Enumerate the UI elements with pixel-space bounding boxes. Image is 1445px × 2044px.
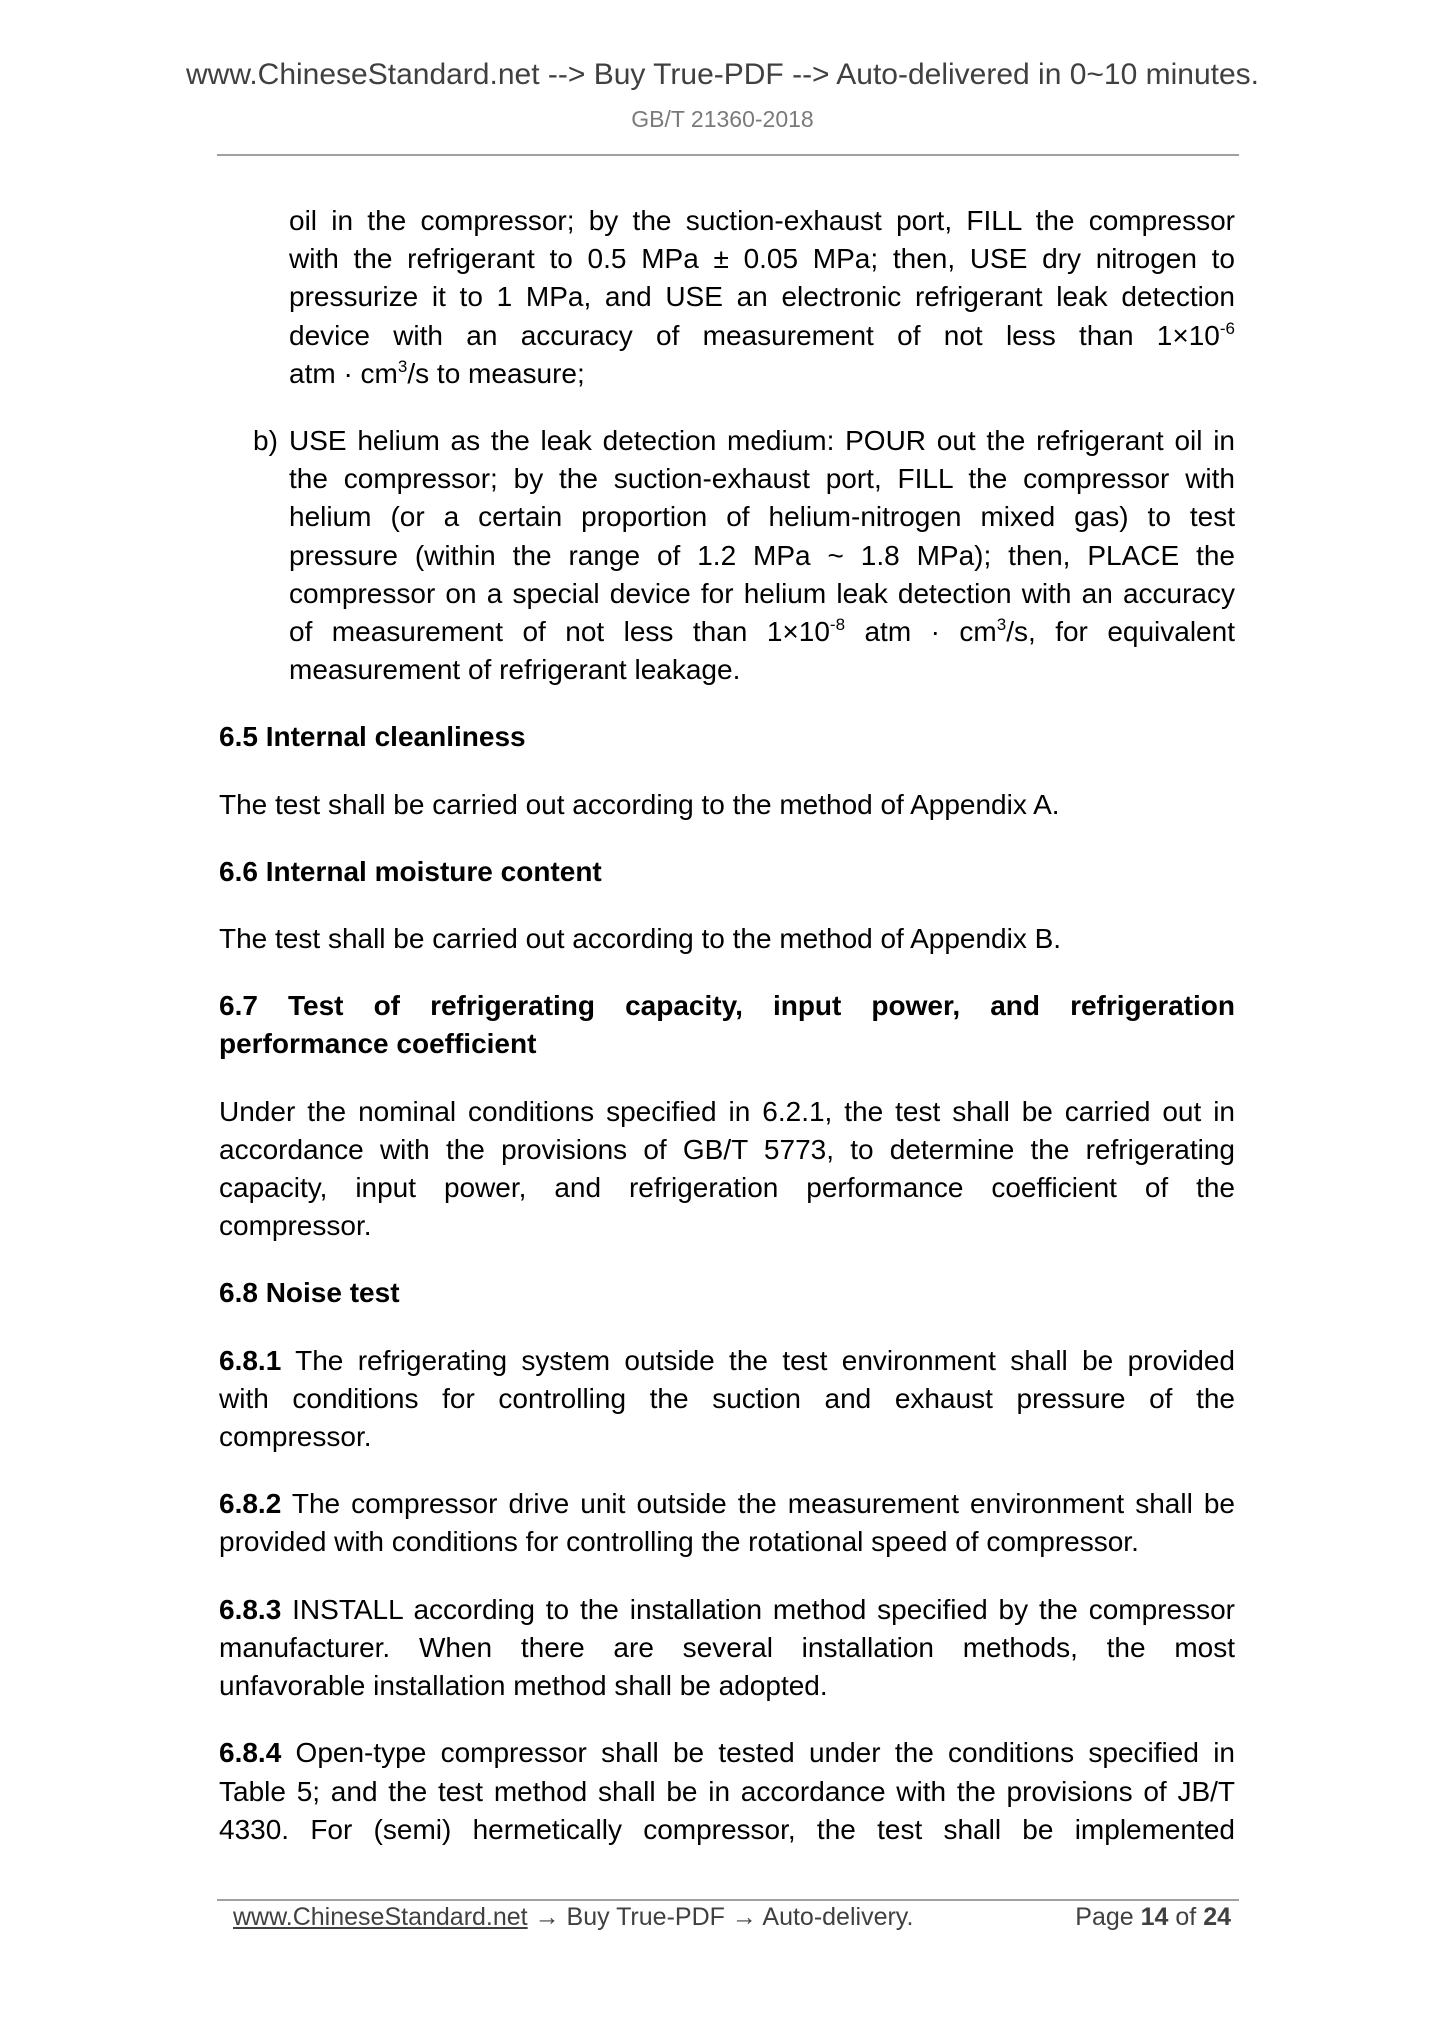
text-line <box>289 422 1235 460</box>
footer-divider <box>217 1899 1239 1901</box>
text-segment: INSTALL according to the installation method specified by the compressor <box>281 1593 1235 1625</box>
text-segment: oil in the compressor; by the suction-exhaust port, FILL the compressor <box>289 205 1235 236</box>
text-segment: The refrigerating system outside the test environment shall be provided <box>281 1344 1235 1376</box>
text-segment: /s, for equivalent <box>1006 616 1235 648</box>
superscript: 3 <box>397 356 408 376</box>
bold-text: 6.8 Noise test <box>219 1277 400 1309</box>
text-line <box>289 460 1235 498</box>
text-segment: helium (or a certain proportion of helium-nitrogen mixed gas) to test <box>289 501 1235 533</box>
text-segment: USE helium as the leak detection medium: POUR out the refrigerant oil in <box>289 425 1235 457</box>
of-label: of <box>1168 1903 1204 1931</box>
text-line <box>219 1523 1235 1561</box>
text-line <box>289 498 1235 536</box>
paragraph <box>219 920 1235 958</box>
text-line <box>219 1207 1235 1245</box>
text-line <box>219 1131 1235 1169</box>
paragraph <box>219 987 1235 1063</box>
text-segment: provided with conditions for controlling the rotational speed of compressor. <box>219 1526 1139 1558</box>
text-line <box>219 920 1235 958</box>
text-segment: device with an accuracy of measurement of not less than 1×10 <box>289 319 1220 351</box>
text-segment: Table 5; and the test method shall be in accordance with the provisions of JB/T <box>219 1775 1235 1807</box>
paragraph <box>219 1734 1235 1849</box>
text-line <box>219 1418 1235 1456</box>
text-segment: with the refrigerant to 0.5 MPa ± 0.05 MPa; then, USE dry nitrogen to <box>289 243 1235 275</box>
text-line <box>219 1380 1235 1418</box>
text-segment: 4330. For (semi) hermetically compressor, the test shall be implemented <box>219 1813 1235 1845</box>
text-segment: atm · cm <box>289 357 398 389</box>
bold-text: 6.5 Internal cleanliness <box>219 721 526 753</box>
bold-text: 6.8.4 <box>219 1737 282 1769</box>
document-code: GB/T 21360-2018 <box>631 106 814 132</box>
text-segment: pressure (within the range of 1.2 MPa ~ 1.8 MPa); then, PLACE the <box>289 539 1235 571</box>
page-number: 14 <box>1140 1903 1169 1931</box>
text-line <box>219 1169 1235 1207</box>
document-body <box>219 202 1235 1878</box>
text-line <box>219 1342 1235 1380</box>
paragraph <box>219 1093 1235 1246</box>
text-segment: of measurement of not less than 1×10 <box>289 616 830 648</box>
text-segment: compressor. <box>219 1210 372 1242</box>
paragraph <box>219 422 1235 689</box>
text-line <box>289 202 1235 240</box>
text-segment: The compressor drive unit outside the measurement environment shall be <box>281 1488 1235 1520</box>
page-label: Page <box>1075 1903 1141 1931</box>
text-segment: Under the nominal conditions specified in 6.2.1, the test shall be carried out in <box>219 1095 1235 1127</box>
text-line <box>219 987 1235 1025</box>
text-segment: accordance with the provisions of GB/T 5773, to determine the refrigerating <box>219 1133 1235 1165</box>
text-line <box>219 1773 1235 1811</box>
text-line <box>289 537 1235 575</box>
text-line <box>219 1629 1235 1667</box>
footer-link[interactable]: www.ChineseStandard.net <box>233 1903 528 1931</box>
text-segment: atm · cm <box>845 616 997 648</box>
header-banner: www.ChineseStandard.net --> Buy True-PDF --> Auto-delivered in 0~10 minutes. <box>185 58 1260 91</box>
text-line <box>219 853 1235 891</box>
bold-text: performance coefficient <box>219 1028 537 1060</box>
bold-text: 6.7 Test of refrigerating capacity, input power, and refrigeration <box>219 990 1235 1022</box>
bold-text: 6.6 Internal moisture content <box>219 855 602 887</box>
text-line <box>289 240 1235 278</box>
superscript: -6 <box>1219 318 1235 338</box>
footer-text: → Buy True-PDF → Auto-delivery. <box>527 1903 914 1931</box>
header-divider <box>217 154 1239 156</box>
page-indicator <box>1075 1903 1231 1932</box>
text-line <box>219 1093 1235 1131</box>
text-line <box>289 317 1235 355</box>
text-segment: unfavorable installation method shall be adopted. <box>219 1670 828 1702</box>
text-line <box>289 355 1235 393</box>
text-line <box>219 1485 1235 1523</box>
text-line <box>219 1811 1235 1849</box>
text-line <box>219 1025 1235 1063</box>
text-line <box>219 718 1235 756</box>
page-total: 24 <box>1203 1903 1231 1931</box>
text-segment: the compressor; by the suction-exhaust port, FILL the compressor with <box>289 463 1235 495</box>
text-line <box>219 1734 1235 1772</box>
paragraph <box>219 202 1235 393</box>
text-line <box>219 1591 1235 1629</box>
text-segment: Open-type compressor shall be tested under the conditions specified in <box>281 1737 1235 1769</box>
paragraph <box>219 718 1235 756</box>
paragraph <box>219 1591 1235 1706</box>
text-line <box>289 613 1235 651</box>
text-segment: The test shall be carried out according to the method of Appendix A. <box>219 788 1060 820</box>
text-segment: with conditions for controlling the suction and exhaust pressure of the <box>219 1382 1235 1414</box>
text-line <box>289 575 1235 613</box>
text-line <box>289 278 1235 316</box>
text-segment: compressor. <box>219 1421 372 1453</box>
text-line <box>219 1667 1235 1705</box>
text-segment: The test shall be carried out according to the method of Appendix B. <box>219 923 1062 955</box>
paragraph <box>219 786 1235 824</box>
paragraph <box>219 853 1235 891</box>
text-segment: compressor on a special device for helium leak detection with an accuracy <box>289 577 1235 609</box>
footer <box>233 1903 1231 1932</box>
paragraph <box>219 1485 1235 1561</box>
text-segment: measurement of refrigerant leakage. <box>289 654 741 686</box>
bold-text: 6.8.1 <box>219 1344 282 1376</box>
paragraph <box>219 1274 1235 1312</box>
text-line <box>219 1274 1235 1312</box>
paragraph <box>219 1342 1235 1457</box>
list-label: b) <box>253 425 278 457</box>
text-segment: manufacturer. When there are several installation methods, the most <box>219 1631 1235 1663</box>
text-segment: pressurize it to 1 MPa, and USE an electronic refrigerant leak detection <box>289 281 1235 313</box>
text-segment: /s to measure; <box>407 357 585 389</box>
bold-text: 6.8.3 <box>219 1593 282 1625</box>
bold-text: 6.8.2 <box>219 1488 282 1520</box>
text-line <box>289 651 1235 689</box>
superscript: -8 <box>829 615 846 635</box>
text-line <box>219 786 1235 824</box>
superscript: 3 <box>996 615 1007 635</box>
text-segment: capacity, input power, and refrigeration performance coefficient of the <box>219 1172 1235 1204</box>
